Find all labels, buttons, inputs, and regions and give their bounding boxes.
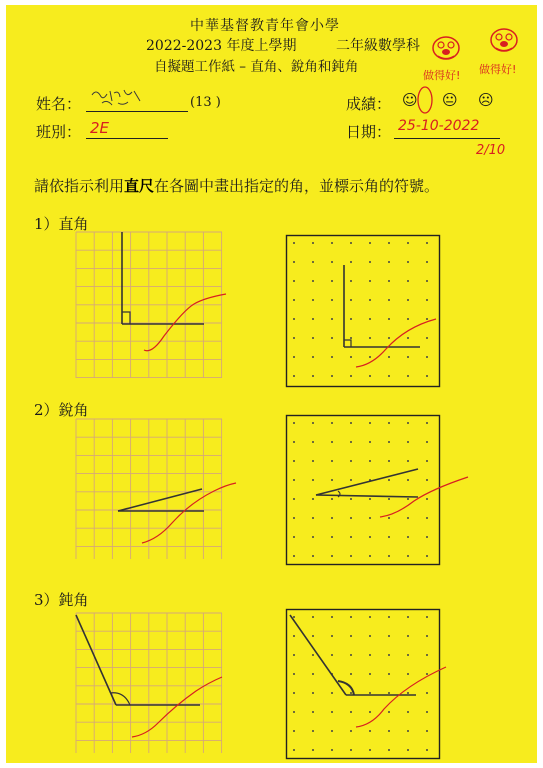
drawn-right-angle-dots	[286, 235, 440, 387]
school-name: 中華基督教青年會小學	[190, 18, 340, 34]
drawn-right-angle	[76, 232, 222, 378]
name-underline	[86, 111, 188, 112]
instruction-after: 在各圖中畫出指定的角，並標示角的符號。	[154, 177, 440, 195]
smile-face-icon: ☺	[402, 91, 418, 109]
date-value: 25-10-2022	[398, 118, 480, 134]
praise-stamp-text: 做得好!	[479, 63, 517, 76]
sad-face-icon: ☹	[478, 91, 494, 109]
section-label-right-angle: 1）直角	[34, 215, 89, 233]
score-mark: 2/10	[476, 143, 506, 158]
class-value: 2E	[90, 119, 110, 137]
date-label: 日期：	[346, 123, 392, 141]
worksheet-title: 自擬題工作紙 – 直角、銳角和鈍角	[154, 59, 359, 75]
class-underline	[86, 138, 168, 139]
name-label: 姓名：	[36, 95, 82, 113]
drawn-obtuse-angle	[76, 613, 222, 753]
praise-stamp-1	[418, 33, 474, 85]
handwritten-name-signature	[88, 85, 148, 111]
instruction-before: 請依指示利用	[34, 177, 125, 195]
praise-stamp-text: 做得好!	[423, 69, 461, 82]
drawn-obtuse-angle-dots	[286, 609, 440, 759]
score-label: 成績：	[346, 95, 392, 113]
section-label-acute-angle: 2）銳角	[34, 401, 89, 419]
instruction-bold: 直尺	[124, 177, 155, 195]
score-circle-mark	[415, 85, 435, 115]
praise-stamp-2	[476, 25, 532, 77]
grade-subject-label: 二年級數學科	[336, 38, 420, 54]
worksheet-paper	[6, 5, 537, 763]
class-number: (13 )	[190, 95, 221, 110]
section-label-obtuse-angle: 3）鈍角	[34, 591, 89, 609]
neutral-face-icon: 😐	[442, 91, 458, 109]
instruction-text	[34, 175, 439, 196]
class-label: 班別：	[36, 123, 82, 141]
date-underline	[394, 138, 500, 139]
drawn-acute-angle-dots	[286, 415, 440, 565]
term-label: 2022-2023 年度上學期	[146, 38, 297, 54]
drawn-acute-angle	[76, 419, 222, 559]
